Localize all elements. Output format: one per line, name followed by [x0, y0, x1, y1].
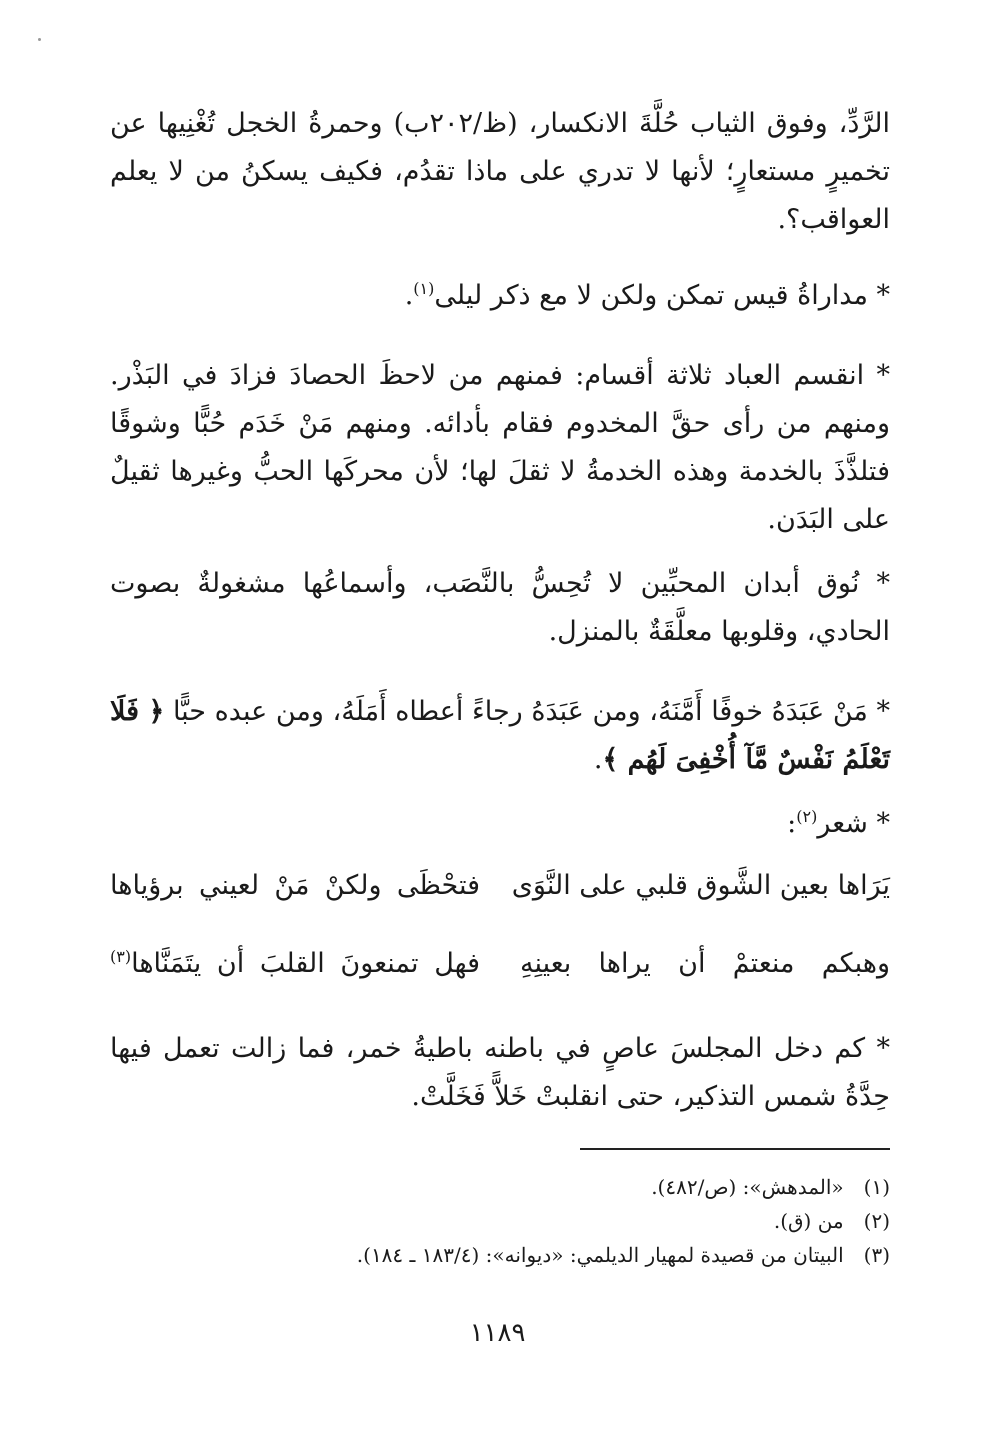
footnote-2 — [110, 1204, 890, 1238]
paragraph-1 — [110, 100, 890, 244]
footnote-3-text: البيتان من قصيدة لمهيار الديلمي: «ديوانه»: (١٨٣/٤ ـ ١٨٤). — [356, 1243, 844, 1267]
poetry-heading-text: * شعر — [817, 808, 890, 839]
paragraph-7-text: * كم دخل المجلسَ عاصٍ في باطنه باطيةُ خمر، فما زالت تعمل فيها حِدَّةُ شمس التذكير، حتى انقلبتْ خَلاًّ فَخَلَّتْ. — [110, 1033, 890, 1112]
footnote-1 — [110, 1170, 890, 1204]
page-number: ١١٨٩ — [469, 1318, 526, 1348]
paragraph-2-text: * مداراةُ قيس تمكن ولكن لا مع ذكر ليلى — [434, 280, 890, 311]
footnote-2-text: من (ق). — [773, 1209, 844, 1233]
paragraph-5: * مَنْ عَبَدَهُ خوفًا أَمَّنَهُ، ومن عَبَدَهُ رجاءً أعطاه أَمَلَهُ، ومن عبده حبًّا ﴿ فَلَا تَعْلَمُ نَفْسٌ مَّآ أُخْفِىَ لَهُم ﴾. — [110, 696, 890, 775]
scan-speck — [38, 38, 41, 41]
paragraph-3-text: * انقسم العباد ثلاثة أقسام: فمنهم من لاحظَ الحصادَ فزادَ في البَذْر. ومنهم من رأى حقَّ المخدوم فقام بأدائه. ومنهم مَنْ خَدَم حُبًّا وشوقًا فتلذَّذَ بالخدمة وهذه الخدمةُ لا ثقلَ لها؛ لأن محركَها الحبُّ وغيرها ثقيلٌ على البَدَن. — [110, 360, 890, 535]
paragraph-5-text: * مَنْ عَبَدَهُ خوفًا أَمَّنَهُ، ومن عَبَدَهُ رجاءً أعطاه أَمَلَهُ، ومن عبده حبًّا — [172, 696, 890, 727]
paragraph-4 — [110, 560, 890, 656]
footnote-1-number: (١) — [863, 1175, 890, 1199]
footnotes — [110, 1170, 890, 1272]
verse-2-first-hemistich: وهبكم منعتمْ أن يراها بعينِهِ — [520, 948, 890, 979]
verse-1-second-hemistich: فتحْظَى ولكنْ مَنْ لعيني برؤياها — [110, 870, 480, 901]
footnote-1-text: «المدهش»: (ص/٤٨٢). — [651, 1175, 844, 1199]
paragraph-1-text: الرَّدِّ، وفوق الثياب حُلَّةَ الانكسار، (ظ/٢٠٢ب) وحمرةُ الخجل تُغْنِيها عن تخميرٍ مستعارٍ؛ لأنها لا تدري على ماذا تقدُم، فكيف يسكنُ من لا يعلم العواقب؟. — [110, 108, 890, 235]
footnote-3-number: (٣) — [863, 1243, 890, 1267]
verse-2-second-hemistich-wrap — [110, 940, 480, 988]
verse-2-second-hemistich: فهل تمنعونَ القلبَ أن يتَمَنَّاها — [131, 948, 480, 979]
footnote-marker-2: (٢) — [796, 807, 818, 826]
paragraph-3 — [110, 352, 890, 544]
verse-line-2 — [110, 940, 890, 988]
footnote-marker-3: (٣) — [110, 947, 132, 966]
verse-1-first-hemistich: يَرَاها بعين الشَّوق قلبي على النَّوَى — [511, 870, 890, 901]
footnote-3 — [110, 1238, 890, 1272]
verse-line-1 — [110, 862, 890, 910]
quran-verse: ﴿ فَلَا تَعْلَمُ نَفْسٌ مَّآ أُخْفِىَ لَهُم ﴾ — [110, 696, 890, 775]
paragraph-7 — [110, 1025, 890, 1121]
footnote-2-number: (٢) — [863, 1209, 890, 1233]
paragraph-4-text: * نُوق أبدان المحبِّين لا تُحِسُّ بالنَّصَب، وأسماعُها مشغولةٌ بصوت الحادي، وقلوبها معلَّقَةٌ بالمنزل. — [110, 568, 890, 647]
footnote-marker-1: (١) — [413, 279, 435, 298]
paragraph-2: * مداراةُ قيس تمكن ولكن لا مع ذكر ليلى$^{(١)}$. — [404, 279, 890, 311]
poetry-heading: * شعر$^{(٢)}$: — [787, 807, 890, 839]
footnote-divider — [580, 1148, 890, 1150]
